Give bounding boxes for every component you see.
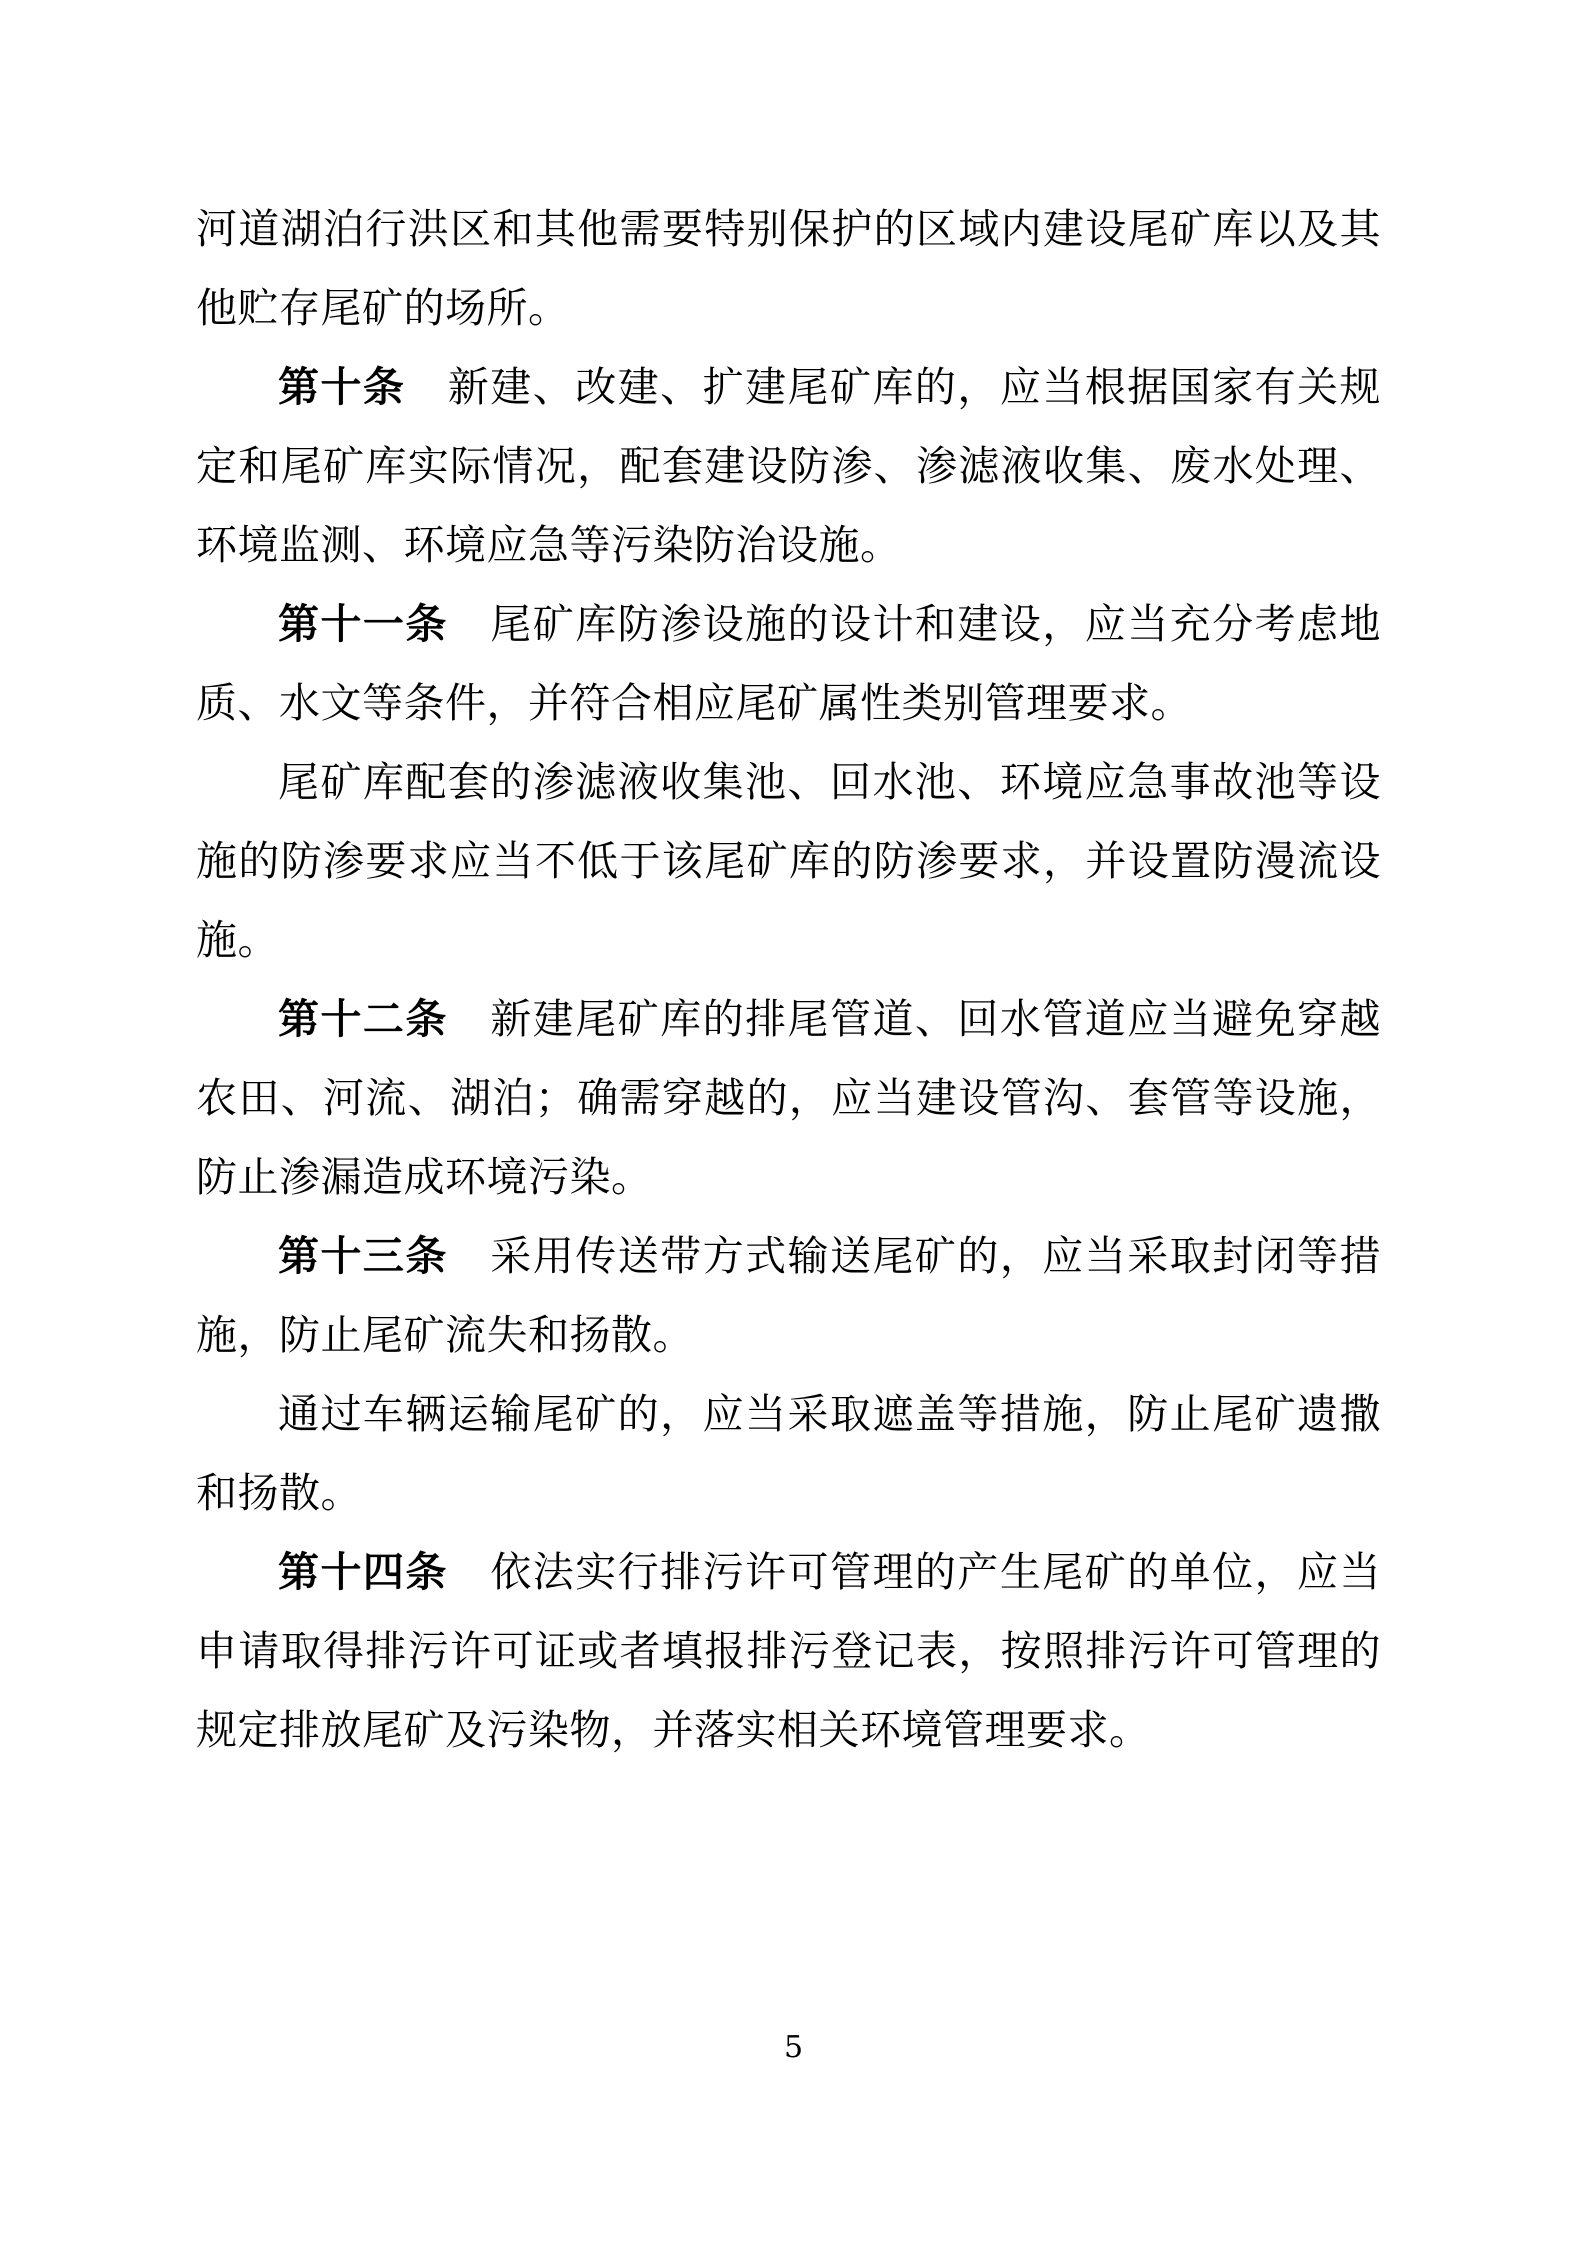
paragraph-text: 新建、改建、扩建尾矿库的，应当根据国家有关规定和尾矿库实际情况，配套建设防渗、渗滤液收集、废水处理、环境监测、环境应急等污染防治设施。 [196, 363, 1382, 569]
paragraph-article-13-sub [196, 1375, 1381, 1533]
paragraph-text: 新建尾矿库的排尾管道、回水管道应当避免穿越农田、河流、湖泊；确需穿越的，应当建设管沟、套管等设施，防止渗漏造成环境污染。 [196, 995, 1382, 1201]
paragraph-text: 尾矿库防渗设施的设计和建设，应当充分考虑地质、水文等条件，并符合相应尾矿属性类别管理要求。 [196, 600, 1382, 727]
article-label: 第十二条 [278, 995, 448, 1043]
paragraph-text: 通过车辆运输尾矿的，应当采取遮盖等措施，防止尾矿遗撒和扬散。 [196, 1390, 1381, 1517]
paragraph-article-11-sub [196, 743, 1381, 980]
document-body [196, 190, 1381, 1770]
article-label: 第十一条 [278, 600, 448, 648]
paragraph-article-10 [196, 348, 1381, 585]
paragraph-continuation [196, 190, 1381, 348]
paragraph-text: 河道湖泊行洪区和其他需要特别保护的区域内建设尾矿库以及其他贮存尾矿的场所。 [196, 205, 1381, 332]
paragraph-article-11 [196, 585, 1381, 743]
article-label: 第十四条 [278, 1548, 448, 1596]
paragraph-article-12 [196, 980, 1381, 1217]
paragraph-text: 采用传送带方式输送尾矿的，应当采取封闭等措施，防止尾矿流失和扬散。 [196, 1232, 1382, 1359]
article-label: 第十条 [278, 363, 406, 411]
paragraph-article-13 [196, 1217, 1381, 1375]
paragraph-text: 依法实行排污许可管理的产生尾矿的单位，应当申请取得排污许可证或者填报排污登记表，按照排污许可管理的规定排放尾矿及污染物，并落实相关环境管理要求。 [196, 1548, 1382, 1754]
paragraph-article-14 [196, 1533, 1381, 1770]
page-number: 5 [783, 2030, 804, 2065]
paragraph-text: 尾矿库配套的渗滤液收集池、回水池、环境应急事故池等设施的防渗要求应当不低于该尾矿库的防渗要求，并设置防漫流设施。 [196, 758, 1381, 964]
article-label: 第十三条 [278, 1232, 448, 1280]
